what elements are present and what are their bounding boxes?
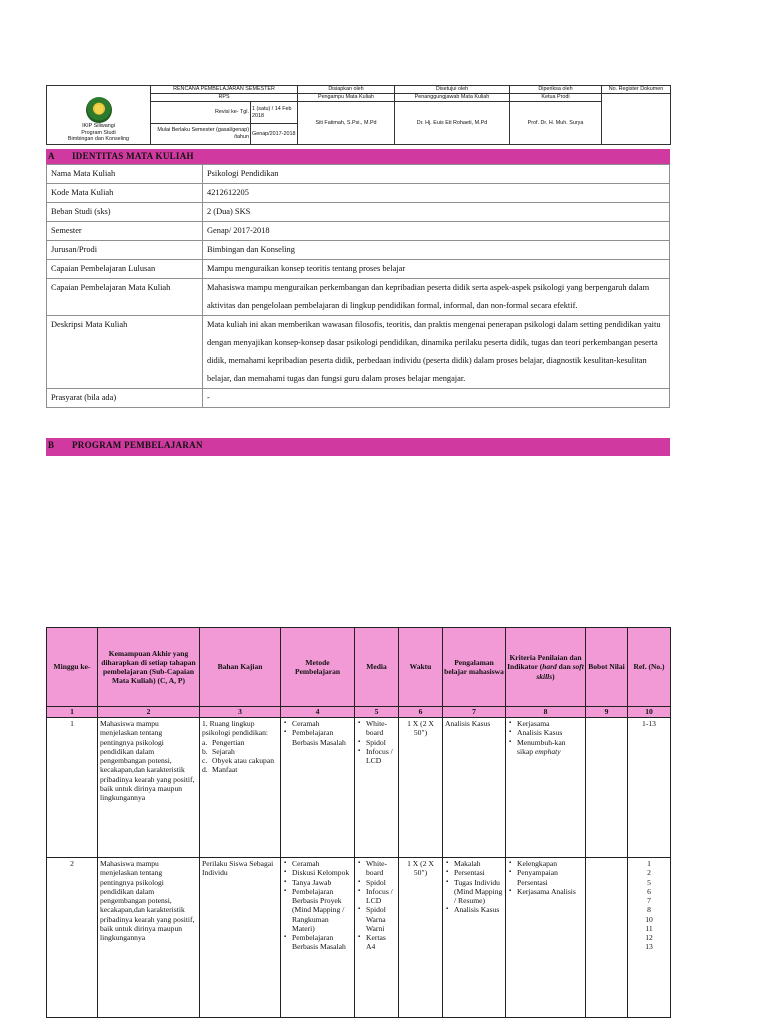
list-item: ▪ White-board bbox=[366, 859, 396, 878]
section-a-bar bbox=[46, 149, 670, 164]
list-item: ▪ Kerjasama bbox=[517, 719, 583, 728]
bobot-cell bbox=[586, 858, 628, 1018]
media-cell bbox=[355, 858, 399, 1018]
col-kemampuan: Kemampuan Akhir yang diharapkan di setiap tahapan pembelajaran (Sub-Capaian Mata Kuliah) (C, A, P) bbox=[98, 628, 200, 707]
identity-row: Semester Genap/ 2017-2018 bbox=[47, 222, 670, 241]
col-bobot: Bobot Nilai bbox=[586, 628, 628, 707]
minggu-cell: 2 bbox=[47, 858, 98, 1018]
kriteria-cell bbox=[506, 858, 586, 1018]
media-cell bbox=[355, 718, 399, 858]
list-item: ▪ Pembelajaran Berbasis Masalah bbox=[292, 728, 352, 747]
identity-row: Nama Mata Kuliah Psikologi Pendidikan bbox=[47, 165, 670, 184]
column-number-row: 1 2 3 4 5 6 7 8 9 10 bbox=[47, 707, 671, 718]
institution-cell bbox=[47, 86, 151, 145]
table-row bbox=[47, 858, 671, 1018]
program-table bbox=[46, 627, 671, 1018]
diperiksa-name: Prof. Dr. H. Muh. Surya bbox=[510, 102, 602, 145]
identity-row: Jurusan/Prodi Bimbingan dan Konseling bbox=[47, 241, 670, 260]
list-item: c. Obyek atau cakupan bbox=[202, 756, 274, 765]
list-item: ▪ Spidol Warna Warni bbox=[366, 905, 396, 933]
identity-row: Capaian Pembelajaran Lulusan Mampu menguraikan konsep teoritis tentang proses belajar bbox=[47, 260, 670, 279]
list-item: ▪ Spidol bbox=[366, 738, 396, 747]
table-row bbox=[47, 718, 671, 858]
berlaku-value: Genap/2017-2018 bbox=[251, 123, 298, 144]
rps-header-table bbox=[46, 85, 671, 145]
ref-cell: 1 2 5 6 7 8 10 11 12 13 bbox=[628, 858, 671, 1018]
section-a-title: IDENTITAS MATA KULIAH bbox=[72, 151, 194, 161]
waktu-cell: 1 X (2 X 50") bbox=[399, 858, 443, 1018]
identity-row: Deskripsi Mata Kuliah Mata kuliah ini akan memberikan wawasan filosofis, teoritis, dan praktis mengenai penerapan psikologi dalam setting pendidikan yaitu dengan menyajikan konsep-konsep dasar psikologi pendidikan, dinamika perilaku peserta didik, tugas dan teori perkembangan peserta didik, memahami kepribadian peserta didik, perbedaan individu (peserta didik) dalam proses belajar, diagnostik kesulitan-kesulitan belajar, dan memahami tugas dan fungsi guru dalam proses belajar mengajar. bbox=[47, 316, 670, 389]
list-item: ▪ Spidol bbox=[366, 878, 396, 887]
identity-row: Kode Mata Kuliah 4212612205 bbox=[47, 184, 670, 203]
list-item: ▪ Ceramah bbox=[292, 859, 352, 868]
list-item: ▪ Ceramah bbox=[292, 719, 352, 728]
col-bahan: Bahan Kajian bbox=[200, 628, 281, 707]
list-item: ▪ White-board bbox=[366, 719, 396, 738]
list-item: ▪ Makalah bbox=[454, 859, 503, 868]
disiapkan-name: Siti Fatimah, S.Psi., M.Pd bbox=[298, 102, 395, 145]
institution-name: IKIP Siliwangi bbox=[82, 122, 115, 129]
bobot-cell bbox=[586, 718, 628, 858]
program-label: Program Studi bbox=[81, 129, 116, 136]
metode-cell bbox=[281, 858, 355, 1018]
identity-row: Capaian Pembelajaran Mata Kuliah Mahasiswa mampu menguraikan perkembangan dan kepribadian peserta didik serta aspek-aspek psikologi yang berpengaruh dalam aktivitas dan pengelolaan pembelajaran di lingkup pendidikan formal, informal, dan non-formal secara efektif. bbox=[47, 279, 670, 316]
col-media: Media bbox=[355, 628, 399, 707]
revisi-value: 1 (satu) / 14 Feb 2018 bbox=[251, 102, 298, 123]
section-a-letter: A bbox=[48, 151, 55, 161]
identity-row: Beban Studi (sks) 2 (Dua) SKS bbox=[47, 203, 670, 222]
kriteria-cell bbox=[506, 718, 586, 858]
col-pengalaman: Pengalaman belajar mahasiswa bbox=[443, 628, 506, 707]
bahan-list bbox=[202, 738, 278, 775]
list-item: ▪ Analisis Kasus bbox=[517, 728, 583, 737]
minggu-cell: 1 bbox=[47, 718, 98, 858]
disetujui-name: Dr. Hj. Euis Eti Rohaeti, M.Pd bbox=[395, 102, 510, 145]
disetujui-label: Disetujui oleh bbox=[395, 86, 510, 94]
berlaku-label: Mulai Berlaku Semester (gasal/genap) /tahun bbox=[151, 123, 251, 144]
ikip-siliwangi-logo bbox=[86, 97, 112, 123]
bahan-cell: 1. Ruang lingkup psikologi pendidikan: a. Pengertian b. Sejarah c. Obyek atau cakupan d. Manfaat bbox=[200, 718, 281, 858]
list-item: ▪ Infocus / LCD bbox=[366, 887, 396, 906]
register-label: No. Register Dokumen bbox=[602, 86, 671, 94]
list-item: ▪ Menumbuh-kan sikap emphaty bbox=[517, 738, 583, 757]
program-name: Bimbingan dan Konseling bbox=[67, 136, 130, 143]
program-header-row bbox=[47, 628, 671, 707]
col-waktu: Waktu bbox=[399, 628, 443, 707]
waktu-cell: 1 X (2 X 50") bbox=[399, 718, 443, 858]
diperiksa-role: Ketua Prodi bbox=[510, 93, 602, 102]
list-item: ▪ Tugas Individu (Mind Mapping / Resume) bbox=[454, 878, 503, 906]
section-b-bar bbox=[46, 438, 670, 456]
kemampuan-cell: Mahasiswa mampu menjelaskan tentang pentingnya psikologi pendidikan dalam pengembangan potensi, kecakapan,dan karakteristik pribadinya kearah yang positif, baik untuk dirinya maupun lingkungannya bbox=[98, 858, 200, 1018]
list-item: a. Pengertian bbox=[202, 737, 245, 747]
kemampuan-cell: Mahasiswa mampu menjelaskan tentang pentingnya psikologi pendidikan dalam pengembangan potensi, kecakapan,dan karakteristik pribadinya kearah yang positif, baik untuk dirinya maupun lingkungannya bbox=[98, 718, 200, 858]
list-item: ▪ Infocus / LCD bbox=[366, 747, 396, 766]
pengalaman-cell: Analisis Kasus bbox=[443, 718, 506, 858]
list-item: ▪ Kertas A4 bbox=[366, 933, 396, 952]
list-item: ▪ Penyampaian Persentasi bbox=[517, 868, 583, 887]
disiapkan-role: Pengampu Mata Kuliah bbox=[298, 93, 395, 102]
list-item: ▪ Kelengkapan bbox=[517, 859, 583, 868]
list-item: ▪ Kerjasama Analisis bbox=[517, 887, 583, 896]
col-ref: Ref. (No.) bbox=[628, 628, 671, 707]
diperiksa-label: Diperiksa oleh bbox=[510, 86, 602, 94]
list-item: ▪ Persentasi bbox=[454, 868, 503, 877]
list-item: ▪ Pembelajaran Berbasis Proyek (Mind Mapping / Rangkuman Materi) bbox=[292, 887, 352, 933]
list-item: ▪ Pembelajaran Berbasis Masalah bbox=[292, 933, 352, 952]
register-value bbox=[602, 93, 671, 144]
col-metode: Metode Pembelajaran bbox=[281, 628, 355, 707]
col-kriteria: Kriteria Penilaian dan Indikator (hard dan soft skills) bbox=[506, 628, 586, 707]
disetujui-role: Penanggungjawab Mata Kuliah bbox=[395, 93, 510, 102]
identity-table bbox=[46, 164, 670, 408]
col-minggu: Minggu ke- bbox=[47, 628, 98, 707]
list-item: b. Sejarah bbox=[202, 746, 235, 756]
section-b-letter: B bbox=[48, 440, 55, 450]
metode-cell bbox=[281, 718, 355, 858]
list-item: ▪ Tanya Jawab bbox=[292, 878, 352, 887]
rps-abbr: RPS bbox=[151, 93, 298, 102]
pengalaman-cell bbox=[443, 858, 506, 1018]
list-item: d. Manfaat bbox=[202, 765, 238, 775]
section-b-title: PROGRAM PEMBELAJARAN bbox=[72, 440, 203, 450]
disiapkan-label: Disiapkan oleh bbox=[298, 86, 395, 94]
identity-row: Prasyarat (bila ada) - bbox=[47, 389, 670, 408]
revisi-label: Revisi ke- Tgl. bbox=[201, 102, 251, 123]
ref-cell: 1-13 bbox=[628, 718, 671, 858]
list-item: ▪ Diskusi Kelompok bbox=[292, 868, 352, 877]
rps-title: RENCANA PEMBELAJARAN SEMESTER bbox=[151, 86, 298, 94]
list-item: ▪ Analisis Kasus bbox=[454, 905, 503, 914]
bahan-cell: Perilaku Siswa Sebagai Individu bbox=[200, 858, 281, 1018]
